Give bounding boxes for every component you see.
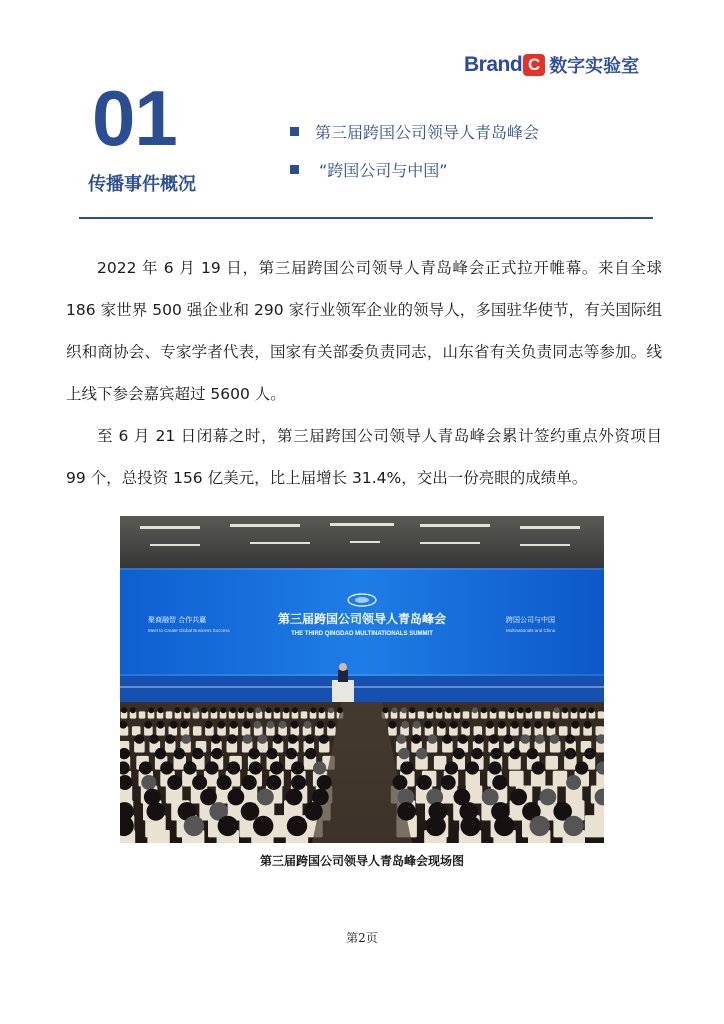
audience-head [518, 707, 524, 713]
audience-head [319, 734, 329, 744]
audience-head [397, 734, 407, 744]
audience-head [192, 748, 203, 759]
audience-head [571, 707, 577, 713]
audience-head [532, 761, 545, 774]
audience-head [211, 748, 222, 759]
audience-head [266, 775, 281, 790]
audience-head [417, 775, 432, 790]
audience-head [472, 707, 478, 713]
audience-head [230, 707, 236, 713]
audience-head [286, 789, 303, 806]
audience-head [287, 816, 307, 836]
audience-head [535, 734, 545, 744]
audience-chair [132, 726, 141, 735]
audience-head [253, 816, 273, 836]
audience-head [258, 734, 268, 744]
audience-chair [535, 711, 542, 718]
bullet-list [290, 120, 539, 196]
audience-head [460, 816, 480, 836]
audience-chair [559, 726, 568, 735]
audience-chair [544, 711, 551, 718]
brand-logo-c-mark: C [523, 54, 545, 76]
bullet-item [290, 120, 539, 142]
audience-head [184, 707, 190, 713]
audience-head [291, 761, 304, 774]
left-slogan-en: Meet to Create Global Business Success [148, 628, 230, 633]
audience-head [442, 734, 452, 744]
audience-head [228, 789, 245, 806]
audience-head [257, 789, 274, 806]
audience-head [491, 748, 502, 759]
audience-head [389, 721, 397, 729]
audience-head [147, 802, 166, 821]
audience-head [511, 721, 519, 729]
audience-head [139, 761, 152, 774]
brand-logo-word: Brand [464, 53, 523, 76]
audience-head [436, 707, 442, 713]
audience-head [310, 707, 316, 713]
audience-head [241, 802, 260, 821]
audience-chair [463, 711, 470, 718]
audience-head [400, 761, 413, 774]
section-number: 01 [92, 74, 177, 162]
audience-head [438, 721, 446, 729]
body-text [66, 247, 662, 499]
audience-head [304, 721, 312, 729]
audience-head [230, 721, 238, 729]
audience-head [249, 761, 262, 774]
audience-head [392, 775, 407, 790]
audience-head [130, 707, 136, 713]
audience-head [562, 707, 568, 713]
audience-head [445, 761, 458, 774]
audience-head [563, 816, 583, 836]
audience-head [141, 775, 156, 790]
section-title: 传播事件概况 [88, 174, 196, 195]
audience-head [313, 761, 326, 774]
audience-head [413, 721, 421, 729]
audience-head [286, 748, 297, 759]
audience-chair [166, 711, 173, 718]
audience-head [158, 707, 164, 713]
audience-head [565, 748, 576, 759]
audience-head [491, 707, 497, 713]
audience-head [292, 707, 298, 713]
section-divider [79, 217, 653, 219]
audience-head [266, 748, 277, 759]
audience-head [534, 721, 542, 729]
audience-head [304, 802, 323, 821]
audience-head [525, 707, 531, 713]
audience-head [411, 734, 421, 744]
audience-head [527, 748, 538, 759]
audience-head [291, 721, 299, 729]
audience-head [174, 748, 185, 759]
audience-head [494, 816, 514, 836]
audience-head [121, 707, 127, 713]
audience-head [498, 721, 506, 729]
audience-head [383, 707, 389, 713]
audience-head [588, 707, 594, 713]
audience-head [283, 707, 289, 713]
audience-head [409, 707, 415, 713]
audience-head [144, 721, 152, 729]
audience-head [184, 816, 204, 836]
audience-head [201, 707, 207, 713]
audience-head [446, 707, 452, 713]
audience-head [254, 721, 262, 729]
audience-head [248, 707, 254, 713]
audience-chair [474, 726, 483, 735]
summit-photo-drawing [120, 516, 604, 843]
audience-head [192, 707, 198, 713]
audience-head [135, 734, 145, 744]
audience-head [319, 707, 325, 713]
audience-chair [499, 711, 506, 718]
paragraph: 至 6 月 21 日闭幕之时，第三届跨国公司领导人青岛峰会累计签约重点外资项目 99 个，总投资 156 亿美元，比上届增长 31.4%，交出一份亮眼的成绩单。 [66, 427, 662, 487]
audience-head [454, 707, 460, 713]
audience-head [554, 707, 560, 713]
audience-head [584, 748, 595, 759]
audience-head [453, 748, 464, 759]
audience-chair [509, 771, 523, 787]
audience-head [450, 721, 458, 729]
bullet-text: 第三届跨国公司领导人青岛峰会 [315, 122, 540, 142]
audience-head [210, 707, 216, 713]
audience-head [572, 721, 580, 729]
audience-head [327, 721, 335, 729]
audience-head [471, 748, 482, 759]
audience-head [305, 748, 316, 759]
audience-head [217, 775, 232, 790]
audience-head [200, 789, 217, 806]
page-number: 第2页 [346, 931, 378, 945]
bullet-item [290, 158, 539, 180]
screen-subtitle: THE THIRD QINGDAO MULTINATIONALS SUMMIT [291, 631, 433, 637]
audience-head [273, 734, 283, 744]
audience-head [228, 734, 238, 744]
audience-head [175, 707, 181, 713]
audience-chair [585, 815, 604, 837]
audience-head [575, 761, 588, 774]
audience-chair [301, 711, 308, 718]
audience-chair [418, 711, 425, 718]
audience-head [488, 761, 501, 774]
audience-head [238, 707, 244, 713]
brand-logo [464, 52, 639, 78]
audience-head [481, 707, 487, 713]
audience-head [148, 707, 154, 713]
right-theme: 跨国公司与中国 [506, 616, 555, 624]
audience-head [566, 775, 581, 790]
audience-head [227, 761, 240, 774]
audience-head [401, 707, 407, 713]
audience-head [181, 721, 189, 729]
audience-head [458, 734, 468, 744]
audience-head [279, 721, 287, 729]
audience-head [155, 748, 166, 759]
audience-head [509, 748, 520, 759]
square-bullet-icon [290, 165, 299, 174]
audience-head [170, 721, 178, 729]
audience-head [305, 734, 315, 744]
audience-head [584, 721, 592, 729]
audience-chair [546, 756, 559, 770]
audience-head [337, 707, 343, 713]
audience-head [328, 707, 334, 713]
right-theme-en: Multinationals and China [506, 628, 556, 633]
audience-head [489, 734, 499, 744]
audience-head [167, 775, 182, 790]
audience-chair [596, 726, 605, 735]
audience-head [255, 707, 261, 713]
audience-head [149, 734, 159, 744]
audience-head [508, 707, 514, 713]
audience-head [183, 761, 196, 774]
audience-head [270, 761, 283, 774]
audience-head [462, 721, 470, 729]
photo-caption: 第三届跨国公司领导人青岛峰会现场图 [259, 854, 464, 868]
audience-head [427, 707, 433, 713]
summit-photo [120, 516, 604, 843]
audience-chair [434, 756, 447, 770]
audience-head [274, 707, 280, 713]
bullet-text: “跨国公司与中国” [319, 160, 448, 180]
audience-head [266, 707, 272, 713]
audience-head [426, 816, 446, 836]
audience-head [530, 816, 550, 836]
audience-chair [139, 711, 146, 718]
audience-head [474, 734, 484, 744]
audience-head [482, 789, 499, 806]
audience-head [192, 775, 207, 790]
audience-head [398, 748, 409, 759]
audience-head [520, 734, 530, 744]
audience-chair [553, 771, 568, 787]
audience-head [316, 721, 324, 729]
paragraph: 2022 年 6 月 19 日，第三届跨国公司领导人青岛峰会正式拉开帷幕。来自全球 186 家世界 500 强企业和 290 家行业领军企业的领导人，多国驻华使节，有关国际组织和商协会、专家学者代表，国家有关部委负责同志，山东省有关负责同志等参加。线上线下参会嘉宾超过 5600 人。 [66, 259, 662, 403]
audience-head [466, 761, 479, 774]
audience-head [317, 775, 332, 790]
audience-head [424, 721, 432, 729]
audience-head [218, 816, 238, 836]
audience-chair [598, 711, 604, 718]
audience-chair [147, 830, 169, 843]
audience-head [291, 775, 306, 790]
audience-head [523, 721, 531, 729]
audience-chair [193, 726, 202, 735]
audience-head [392, 707, 398, 713]
audience-head [441, 775, 456, 790]
screen-title: 第三届跨国公司领导人青岛峰会 [277, 612, 447, 626]
audience-head [205, 721, 213, 729]
audience-head [539, 789, 556, 806]
audience-head [181, 734, 191, 744]
audience-head [510, 789, 527, 806]
audience-head [416, 748, 427, 759]
audience-head [288, 734, 298, 744]
square-bullet-icon [290, 127, 299, 136]
audience-head [580, 707, 586, 713]
audience-head [242, 775, 257, 790]
audience-head [397, 802, 416, 821]
left-slogan: 聚商融智 合作共赢 [148, 616, 207, 624]
audience-head [160, 761, 173, 774]
audience-head [428, 734, 438, 744]
audience-head [503, 734, 513, 744]
audience-head [165, 734, 175, 744]
audience-head [205, 761, 218, 774]
audience-head [401, 721, 409, 729]
audience-head [217, 721, 225, 729]
audience-head [492, 775, 507, 790]
audience-head [243, 734, 253, 744]
audience-head [157, 721, 165, 729]
audience-head [486, 721, 494, 729]
audience-head [211, 734, 221, 744]
audience-head [267, 721, 275, 729]
brand-logo-cn: 数字实验室 [549, 56, 640, 77]
audience-head [220, 707, 226, 713]
audience-head [248, 748, 259, 759]
audience-head [243, 721, 251, 729]
audience-head [550, 734, 560, 744]
audience-head [548, 721, 556, 729]
audience-head [565, 734, 575, 744]
